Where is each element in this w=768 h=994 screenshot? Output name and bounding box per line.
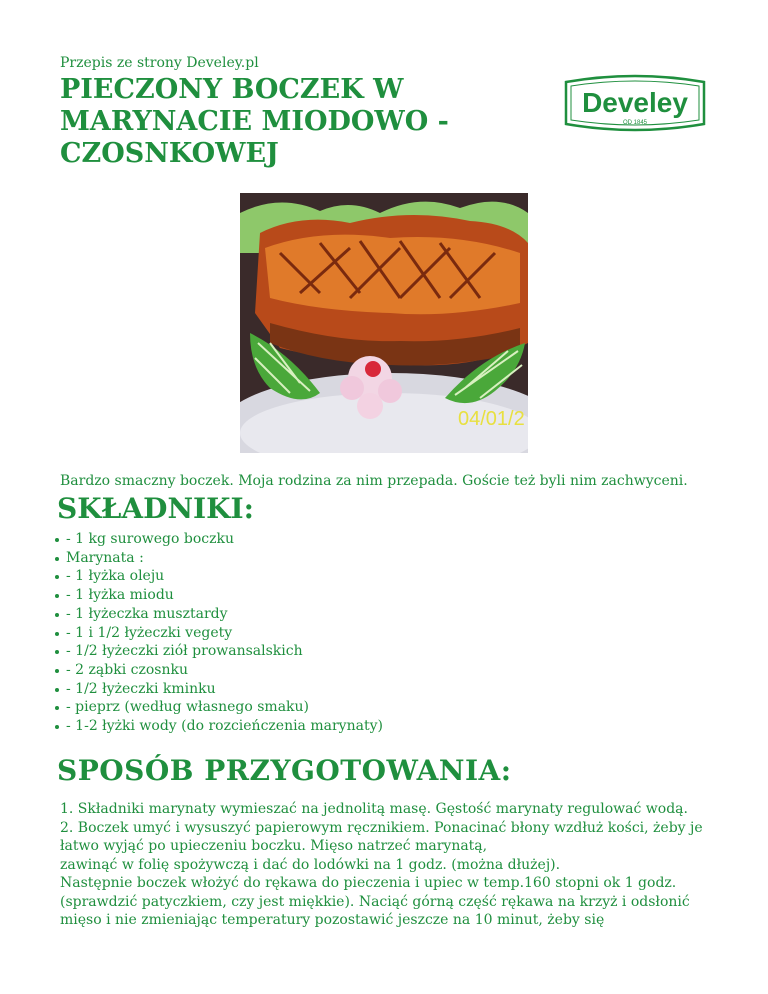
recipe-photo — [240, 193, 528, 453]
list-item: - 1 łyżka oleju — [60, 567, 383, 586]
preparation-steps — [60, 800, 720, 930]
recipe-title: PIECZONY BOCZEK W MARYNACIE MIODOWO - CZOSNKOWEJ — [60, 74, 449, 169]
list-item: - 1 łyżeczka musztardy — [60, 605, 383, 624]
list-item: - 1/2 łyżeczki kminku — [60, 680, 383, 699]
preparation-step: 2. Boczek umyć i wysuszyć papierowym ręcznikiem. Ponacinać błony wzdłuż kości, żeby je łatwo wyjąć po upieczeniu boczku. Mięso natrzeć marynatą, — [60, 819, 703, 854]
ingredients-heading: SKŁADNIKI: — [57, 492, 254, 525]
ingredients-list — [60, 530, 383, 736]
develey-logo — [560, 72, 710, 136]
list-item: Marynata : — [60, 549, 383, 568]
list-item: - 1/2 łyżeczki ziół prowansalskich — [60, 642, 383, 661]
source-line: Przepis ze strony Develey.pl — [60, 55, 259, 71]
photo-date-stamp: 04/01/2 — [458, 408, 525, 430]
list-item: - 1 kg surowego boczku — [60, 530, 383, 549]
preparation-heading: SPOSÓB PRZYGOTOWANIA: — [57, 754, 512, 787]
list-item: - 1 i 1/2 łyżeczki vegety — [60, 624, 383, 643]
list-item: - 1-2 łyżki wody (do rozcieńczenia marynaty) — [60, 717, 383, 736]
logo-brand-text: Develey — [582, 87, 688, 118]
logo-tagline-text: OD 1845 — [622, 120, 648, 126]
list-item: - 2 ząbki czosnku — [60, 661, 383, 680]
recipe-intro: Bardzo smaczny boczek. Moja rodzina za nim przepada. Goście też byli nim zachwyceni. — [60, 473, 688, 489]
preparation-step: 1. Składniki marynaty wymieszać na jednolitą masę. Gęstość marynaty regulować wodą. — [60, 801, 688, 817]
preparation-step: zawinąć w folię spożywczą i dać do lodówki na 1 godz. (można dłużej). — [60, 856, 561, 873]
preparation-step: Następnie boczek włożyć do rękawa do pieczenia i upiec w temp.160 stopni ok 1 godz.(sprawdzić patyczkiem, czy jest miękkie). Naciąć górną część rękawa na krzyż i odsłonić mięso i nie zmieniając temperatury pozostawić jeszcze na 10 minut, żeby się — [60, 875, 690, 928]
list-item: - pieprz (według własnego smaku) — [60, 698, 383, 717]
list-item: - 1 łyżka miodu — [60, 586, 383, 605]
